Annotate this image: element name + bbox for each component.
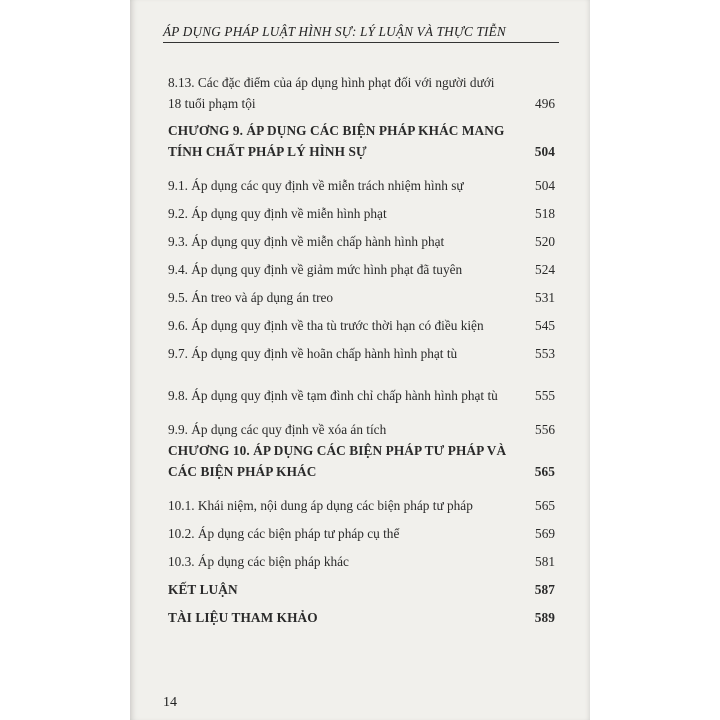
toc-entry-9-7 [168,336,555,364]
toc-entry-page: 524 [535,262,555,277]
toc-entry-title: 9.8. Áp dụng quy định về tạm đình chỉ chấp hành hình phạt tù [168,388,498,403]
toc-entry-page: 565 [535,498,555,513]
toc-entry-9-8 [168,364,555,406]
toc-entry-10-2 [168,516,555,544]
toc-chapter-page: 565 [534,464,555,479]
toc-entry-title: 9.7. Áp dụng quy định về hoãn chấp hành hình phạt tù [168,346,458,361]
toc-entry-page: 518 [535,206,555,221]
toc-conclusion [168,572,555,600]
toc-chapter-10 [168,440,555,482]
toc-entry-page: 581 [535,554,555,569]
toc-entry-title: 10.2. Áp dụng các biện pháp tư pháp cụ thể [168,526,400,541]
page-number: 14 [163,695,177,710]
toc-entry-9-2 [168,196,555,224]
running-title: ÁP DỤNG PHÁP LUẬT HÌNH SỰ: LÝ LUẬN VÀ THỰC TIỄN [163,24,506,39]
header-rule [163,42,559,43]
toc-entry-9-4 [168,252,555,280]
toc-chapter-title: CHƯƠNG 9. ÁP DỤNG CÁC BIỆN PHÁP KHÁC MANG TÍNH CHẤT PHÁP LÝ HÌNH SỰ [168,123,505,159]
toc-entry-title: 9.5. Án treo và áp dụng án treo [168,290,334,305]
toc-entry-9-6 [168,308,555,336]
toc-entry-10-1 [168,488,555,516]
toc-entry-page: 520 [535,234,555,249]
toc-entry-page: 504 [535,178,555,193]
toc-entry-8-13 [168,72,555,114]
toc-references [168,600,555,628]
toc-chapter-page: 587 [534,582,555,597]
toc-chapter-9 [168,120,555,162]
toc-chapter-title: TÀI LIỆU THAM KHẢO [168,610,318,625]
toc-entry-9-5 [168,280,555,308]
toc-entry-page: 556 [535,422,555,437]
toc-entry-title: 10.1. Khái niệm, nội dung áp dụng các biện pháp tư pháp [168,498,473,513]
toc-entry-title: 9.1. Áp dụng các quy định về miễn trách nhiệm hình sự [168,178,464,193]
toc-entry-page: 569 [535,526,555,541]
toc-entry-page: 531 [535,290,555,305]
toc-entry-page: 555 [535,388,555,403]
toc-chapter-page: 589 [534,610,555,625]
toc-entry-title: 9.4. Áp dụng quy định về giảm mức hình phạt đã tuyên [168,262,463,277]
toc-entry-page: 496 [535,96,555,111]
toc-entry-title: 9.2. Áp dụng quy định về miễn hình phạt [168,206,387,221]
toc-entry-title: 9.3. Áp dụng quy định về miễn chấp hành hình phạt [168,234,445,249]
toc-entry-title: 10.3. Áp dụng các biện pháp khác [168,554,349,569]
toc-chapter-page: 504 [534,144,555,159]
toc-chapter-title: KẾT LUẬN [168,582,238,597]
toc-chapter-title: CHƯƠNG 10. ÁP DỤNG CÁC BIỆN PHÁP TƯ PHÁP VÀ CÁC BIỆN PHÁP KHÁC [168,443,507,479]
toc-entry-page: 553 [535,346,555,361]
toc-entry-9-1 [168,168,555,196]
toc-entry-9-9 [168,412,555,440]
toc-entry-title: 9.9. Áp dụng các quy định về xóa án tích [168,422,387,437]
toc-entry-title: 9.6. Áp dụng quy định về tha tù trước thời hạn có điều kiện [168,318,484,333]
toc-entry-10-3 [168,544,555,572]
toc-entry-title: 8.13. Các đặc điểm của áp dụng hình phạt đối với người dưới 18 tuổi phạm tội [168,75,495,111]
table-of-contents [168,72,555,628]
toc-entry-9-3 [168,224,555,252]
toc-entry-page: 545 [535,318,555,333]
